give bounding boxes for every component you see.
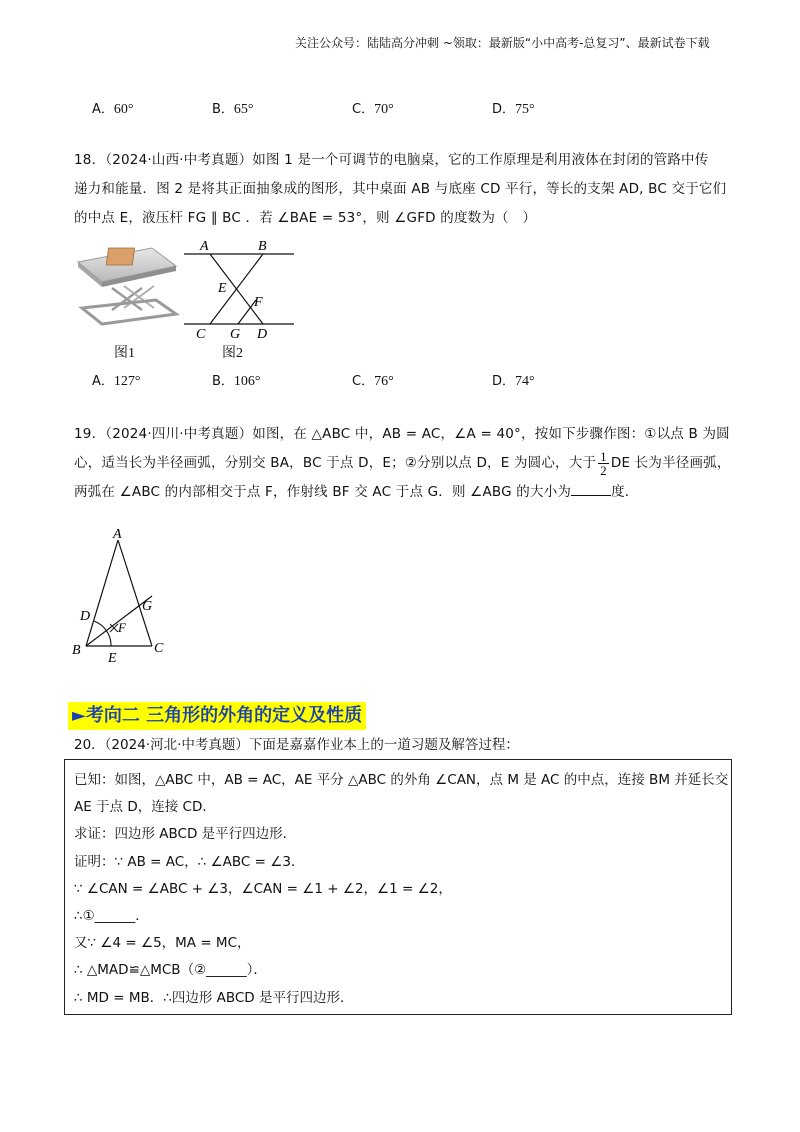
- box-line-1: 已知：如图，△ABC 中，AB = AC，AE 平分 △ABC 的外角 ∠CAN，点 M 是 AC 的中点，连接 BM 并延长交: [74, 772, 729, 788]
- label-f: F: [118, 620, 126, 635]
- q18-option-d: D．74°: [492, 374, 535, 389]
- answer-blank[interactable]: [571, 481, 611, 496]
- box-line-6: ∴①______．: [74, 908, 149, 924]
- q18-option-b: B．106°: [212, 374, 261, 389]
- label-b: B: [72, 643, 81, 658]
- label-f: F: [254, 295, 263, 310]
- box-line-3: 求证：四边形 ABCD 是平行四边形．: [74, 826, 297, 842]
- q18-line-1: 18．（2024·山西·中考真题）如图 1 是一个可调节的电脑桌，它的工作原理是利用液体在封闭的管路中传: [74, 152, 709, 168]
- box-line-7: 又∵ ∠4 = ∠5，MA = MC，: [74, 935, 251, 951]
- q17-option-c: C．70°: [352, 102, 394, 117]
- fraction-half: $\frac{1}{2}$: [600, 448, 607, 478]
- label-d: D: [257, 327, 268, 342]
- box-line-8: ∴ △MAD≌△MCB（②______）．: [74, 962, 267, 978]
- q18-line-3: 的中点 E，液压杆 FG ∥ BC ．若 ∠BAE = 53°，则 ∠GFD 的度数为（ ）: [74, 210, 537, 226]
- fig1-caption: 图1: [114, 346, 135, 361]
- box-line-4: 证明：∵ AB = AC，∴ ∠ABC = ∠3．: [74, 854, 305, 870]
- desk-photo-figure: [72, 238, 180, 330]
- q19-line-3: 两弧在 ∠ABC 的内部相交于点 F，作射线 BF 交 AC 于点 G．则 ∠ABG 的大小为 度．: [74, 478, 734, 507]
- box-line-2: AE 于点 D，连接 CD．: [74, 799, 216, 815]
- label-c: C: [196, 327, 206, 342]
- section-title: ►考向二 三角形的外角的定义及性质: [68, 702, 366, 730]
- box-line-5: ∵ ∠CAN = ∠ABC + ∠3，∠CAN = ∠1 + ∠2，∠1 = ∠2，: [74, 881, 452, 897]
- triangle-figure: [70, 524, 180, 666]
- q17-option-b: B．65°: [212, 102, 254, 117]
- q18-line-2: 递力和能量．图 2 是将其正面抽象成的图形，其中桌面 AB 与底座 CD 平行，等长的支架 AD, BC 交于它们: [74, 181, 727, 197]
- geometry-figure-2: [180, 238, 300, 342]
- fig2-caption: 图2: [222, 346, 243, 361]
- label-g: G: [230, 327, 241, 342]
- q20-intro: 20．（2024·河北·中考真题）下面是嘉嘉作业本上的一道习题及解答过程：: [74, 737, 519, 753]
- q19-line-1: 19．（2024·四川·中考真题）如图，在 △ABC 中，AB = AC，∠A = 40°，按如下步骤作图：①以点 B 为圆: [74, 426, 730, 442]
- label-a: A: [113, 527, 122, 542]
- label-g: G: [142, 599, 153, 614]
- q18-option-a: A．127°: [92, 374, 141, 389]
- label-c: C: [154, 641, 164, 656]
- label-b: B: [258, 239, 267, 254]
- side-ab: [86, 540, 118, 646]
- label-e: E: [218, 281, 227, 296]
- label-a: A: [200, 239, 209, 254]
- box-line-9: ∴ MD = MB．∴四边形 ABCD 是平行四边形．: [74, 990, 354, 1006]
- q17-option-d: D．75°: [492, 102, 535, 117]
- q18-option-c: C．76°: [352, 374, 394, 389]
- label-d: D: [80, 609, 91, 624]
- page-header: 关注公众号：陆陆高分冲刺 ~领取：最新版“小中高考-总复习”、最新试卷下载: [295, 36, 710, 50]
- q19-text: [74, 420, 734, 507]
- q19-line-2: 心，适当长为半径画弧，分别交 BA，BC 于点 D，E；②分别以点 D，E 为圆心，大于 $\frac{1}{2}$ DE 长为半径画弧，: [74, 448, 731, 478]
- q18-text: [74, 146, 734, 233]
- label-e: E: [108, 651, 117, 666]
- q17-option-a: A．60°: [92, 102, 134, 117]
